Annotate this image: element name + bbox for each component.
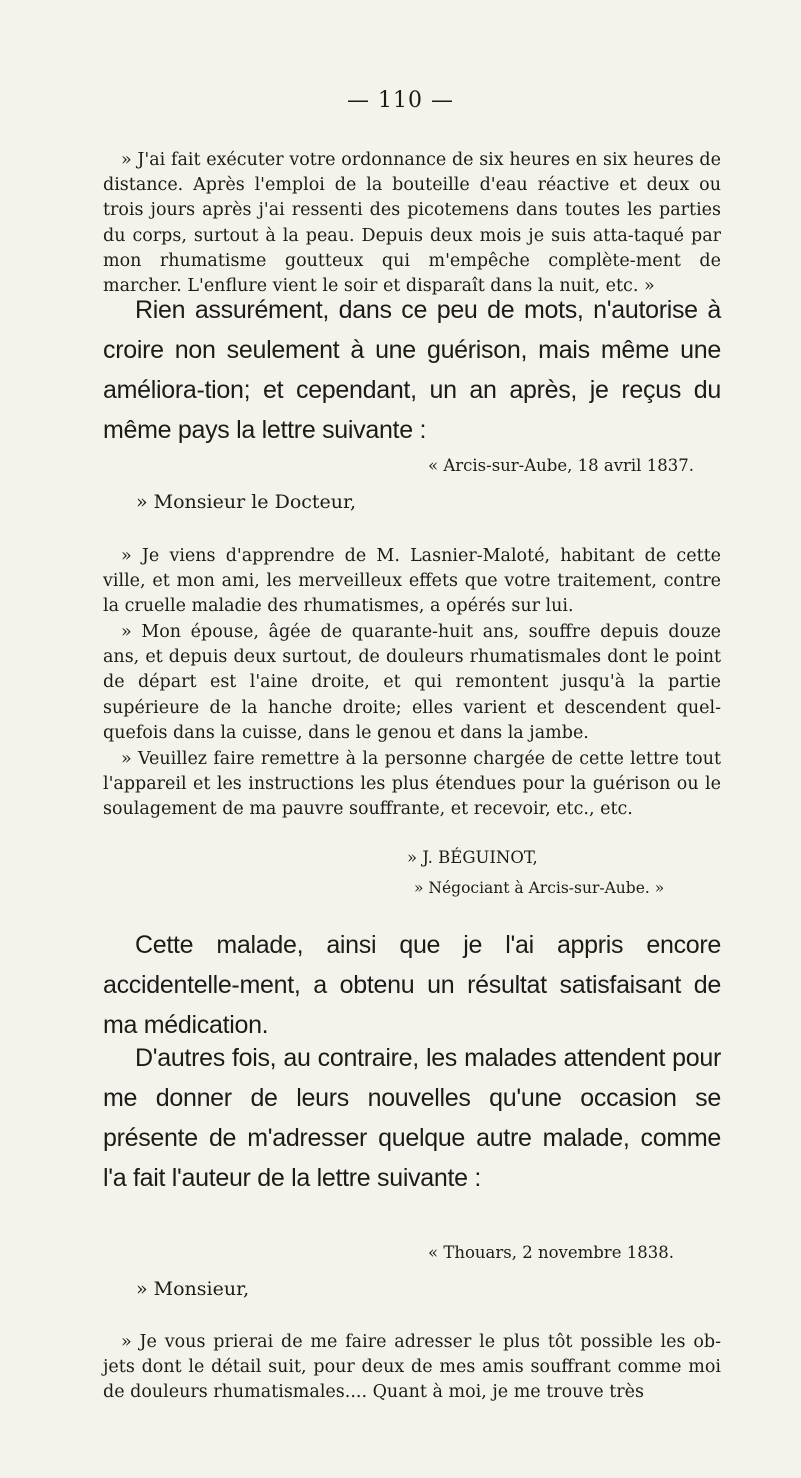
commentary-paragraph-1: Rien assurément, dans ce peu de mots, n'autorise à croire non seulement à une guérison, mais même une améliora-tion; et cependant, un an après, je reçus du même pays la lettre suivante : [103,296,721,444]
letter-2-dateline: « Arcis-sur-Aube, 18 avril 1837. [428,456,694,475]
letter-3-salutation: » Monsieur, [136,1278,250,1300]
letter-3-paragraph-1: » Je vous prierai de me faire adresser le plus tôt possible les ob-jets dont le détail suit, pour deux de mes amis souffrant comme moi de douleurs rhumatismales.... Quant à moi, je me trouve très [103,1332,721,1403]
letter-1-paragraph: » J'ai fait exécuter votre ordonnance de six heures en six heures de distance. Après l'emploi de la bouteille d'eau réactive et deux ou trois jours après j'ai ressenti des picotemens dans toutes les parties du corps, surtout à la peau. Depuis deux mois je suis atta-taqué par mon rhumatisme goutteux qui m'empêche complète-ment de marcher. L'enflure vient le soir et disparaît dans la nuit, etc. » [103,150,721,297]
letter-2-salutation: » Monsieur le Docteur, [136,491,357,513]
page-number: — 110 — [347,88,454,113]
letter-2-paragraph-3: » Veuillez faire remettre à la personne chargée de cette lettre tout l'appareil et les instructions les plus étendues pour la guérison ou le soulagement de ma pauvre souffrante, et recevoir, etc., etc. [103,749,721,820]
letter-2-signature: » J. BÉGUINOT, [407,848,538,867]
letter-2-paragraph-1: » Je viens d'apprendre de M. Lasnier-Maloté, habitant de cette ville, et mon ami, les merveilleux effets que votre traitement, contre la cruelle maladie des rhumatismes, a opérés sur lui. [103,546,721,617]
commentary-paragraph-2: Cette malade, ainsi que je l'ai appris encore accidentelle-ment, a obtenu un résultat satisfaisant de ma médication. [103,931,721,1039]
commentary-paragraph-3: D'autres fois, au contraire, les malades attendent pour me donner de leurs nouvelles qu'une occasion se présente de m'adresser quelque autre malade, comme l'a fait l'auteur de la lettre suivante : [103,1044,721,1192]
letter-3-dateline: « Thouars, 2 novembre 1838. [428,1243,674,1262]
letter-2-signature-title: » Négociant à Arcis-sur-Aube. » [414,879,665,897]
letter-2-paragraph-2: » Mon épouse, âgée de quarante-huit ans, souffre depuis douze ans, et depuis deux surtout, de douleurs rhumatismales dont le point de départ est l'aine droite, et qui remontent jusqu'à la partie supérieure de la hanche droite; elles varient et descendent quel-quefois dans la cuisse, dans le genou et dans la jambe. [103,622,721,743]
